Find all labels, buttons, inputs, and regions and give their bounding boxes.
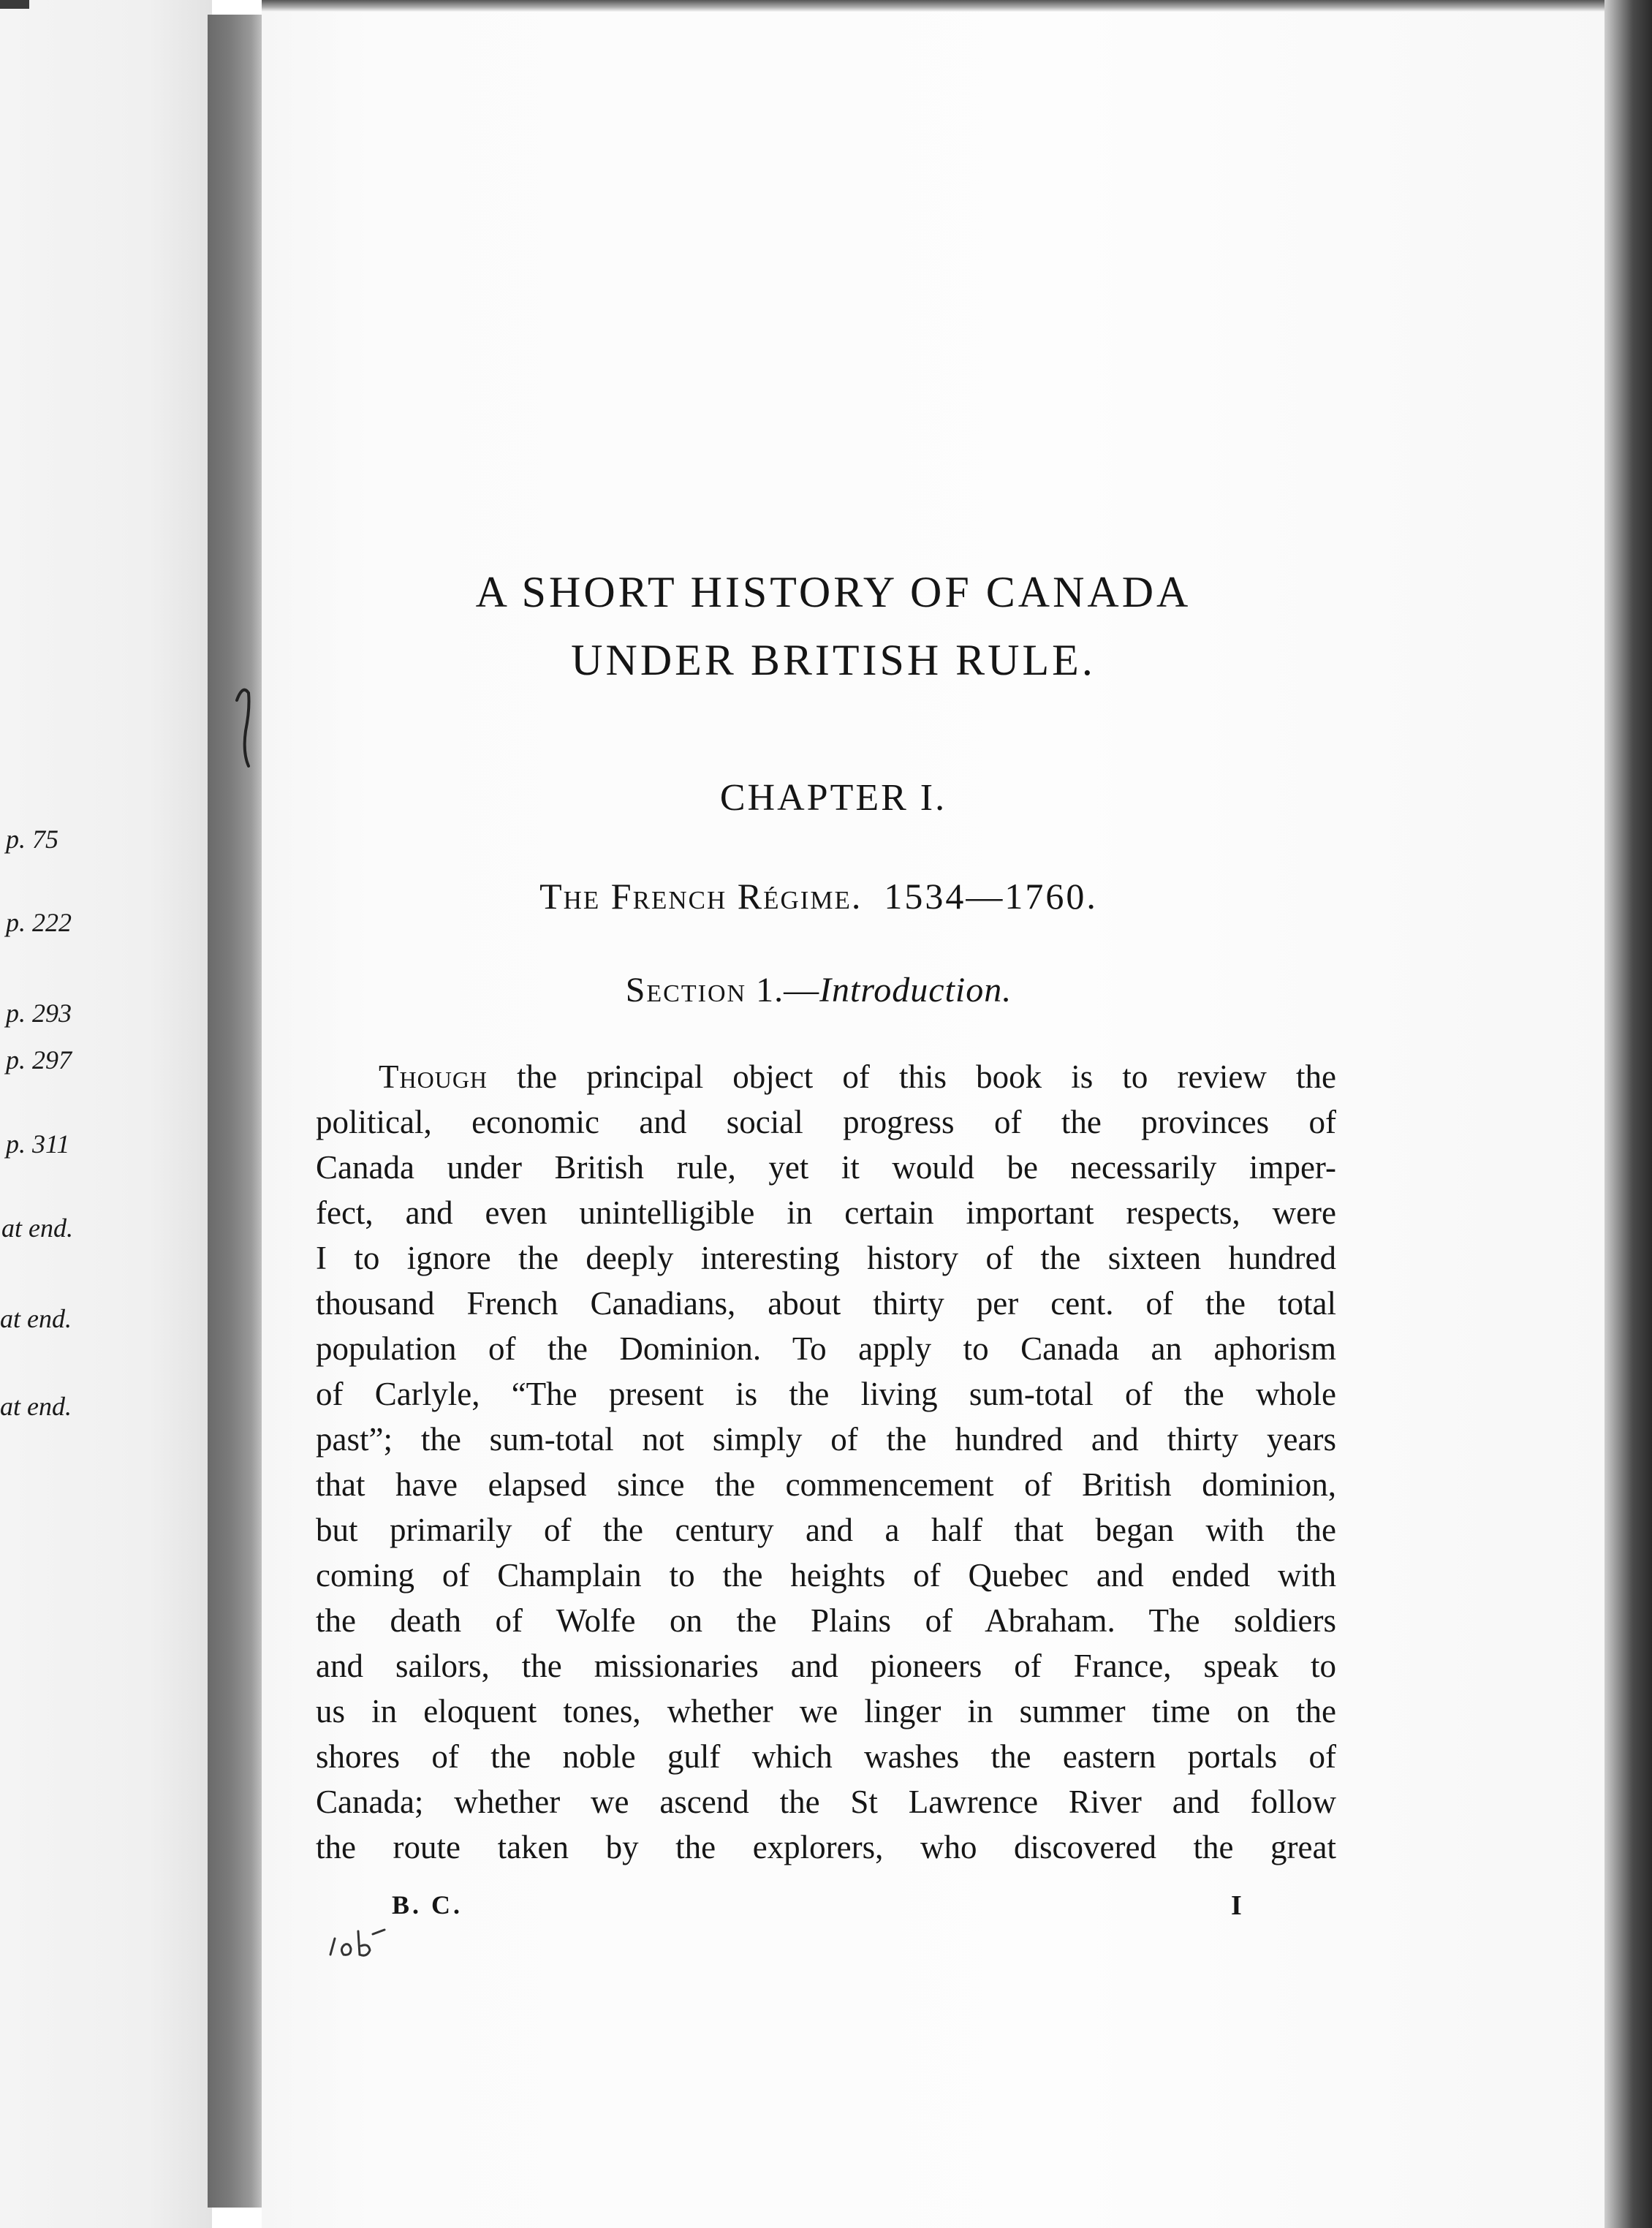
handwritten-mark-icon xyxy=(232,680,254,768)
chapter-subtitle xyxy=(417,874,1221,918)
left-page-reference: p. 293 xyxy=(6,999,72,1028)
body-text-line: shores of the noble gulf which washes the eastern portals of xyxy=(316,1738,1336,1775)
book-gutter xyxy=(208,15,266,2208)
corner-mark xyxy=(0,0,29,9)
body-text-line: population of the Dominion. To apply to Canada an aphorism xyxy=(316,1330,1336,1367)
body-text-line-content: the principal object of this book is to review the xyxy=(488,1058,1336,1095)
top-page-edge xyxy=(262,0,1614,12)
body-text-line xyxy=(379,1058,1336,1096)
body-text-line: the route taken by the explorers, who discovered the great xyxy=(316,1829,1336,1865)
body-text-line: and sailors, the missionaries and pioneers of France, speak to xyxy=(316,1648,1336,1684)
body-text-line: of Carlyle, “The present is the living sum-total of the whole xyxy=(316,1376,1336,1412)
page-number: I xyxy=(1231,1890,1242,1921)
book-title-line-1: A SHORT HISTORY OF CANADA xyxy=(475,568,1191,616)
body-text-line: Canada under British rule, yet it would be necessarily imper- xyxy=(316,1149,1336,1186)
body-text-line: I to ignore the deeply interesting history of the sixteen hundred xyxy=(316,1240,1336,1276)
body-text-line: us in eloquent tones, whether we linger in summer time on the xyxy=(316,1693,1336,1729)
handwritten-note-icon xyxy=(326,1922,406,1966)
chapter-dates: 1534—1760. xyxy=(884,876,1098,917)
section-number: 1.— xyxy=(756,971,820,1009)
left-page-reference: p. 75 xyxy=(6,825,58,854)
left-page-reference: p. 297 xyxy=(6,1045,72,1075)
dropcap-word: Though xyxy=(379,1058,488,1095)
body-text-line: political, economic and social progress of the provinces of xyxy=(316,1104,1336,1140)
body-text-line: the death of Wolfe on the Plains of Abraham. The soldiers xyxy=(316,1602,1336,1639)
body-text-line: but primarily of the century and a half that began with the xyxy=(316,1512,1336,1548)
right-page-edge xyxy=(1604,0,1652,2228)
left-page-reference: at end. xyxy=(1,1213,73,1243)
book-title-line-2: UNDER BRITISH RULE. xyxy=(571,636,1096,684)
left-page xyxy=(0,0,212,2228)
chapter-subtitle-text: The French Régime. xyxy=(539,876,863,917)
body-text-line: Canada; whether we ascend the St Lawrence River and follow xyxy=(316,1784,1336,1820)
body-text-line: fect, and even unintelligible in certain important respects, were xyxy=(316,1194,1336,1231)
section-label: Section xyxy=(625,971,747,1009)
body-text-line: that have elapsed since the commencement of British dominion, xyxy=(316,1466,1336,1503)
body-text-line: thousand French Canadians, about thirty per cent. of the total xyxy=(316,1285,1336,1322)
section-heading xyxy=(453,970,1184,1011)
left-page-reference: at end. xyxy=(0,1304,72,1333)
signature-mark: B. C. xyxy=(392,1890,463,1920)
body-text-line: past”; the sum-total not simply of the hundred and thirty years xyxy=(316,1421,1336,1458)
body-text-line: coming of Champlain to the heights of Quebec and ended with xyxy=(316,1557,1336,1594)
section-title: Introduction. xyxy=(819,971,1012,1009)
chapter-heading: CHAPTER I. xyxy=(719,777,947,819)
left-page-reference: p. 311 xyxy=(6,1129,70,1159)
left-page-reference: p. 222 xyxy=(6,908,72,937)
left-page-reference: at end. xyxy=(0,1392,72,1421)
